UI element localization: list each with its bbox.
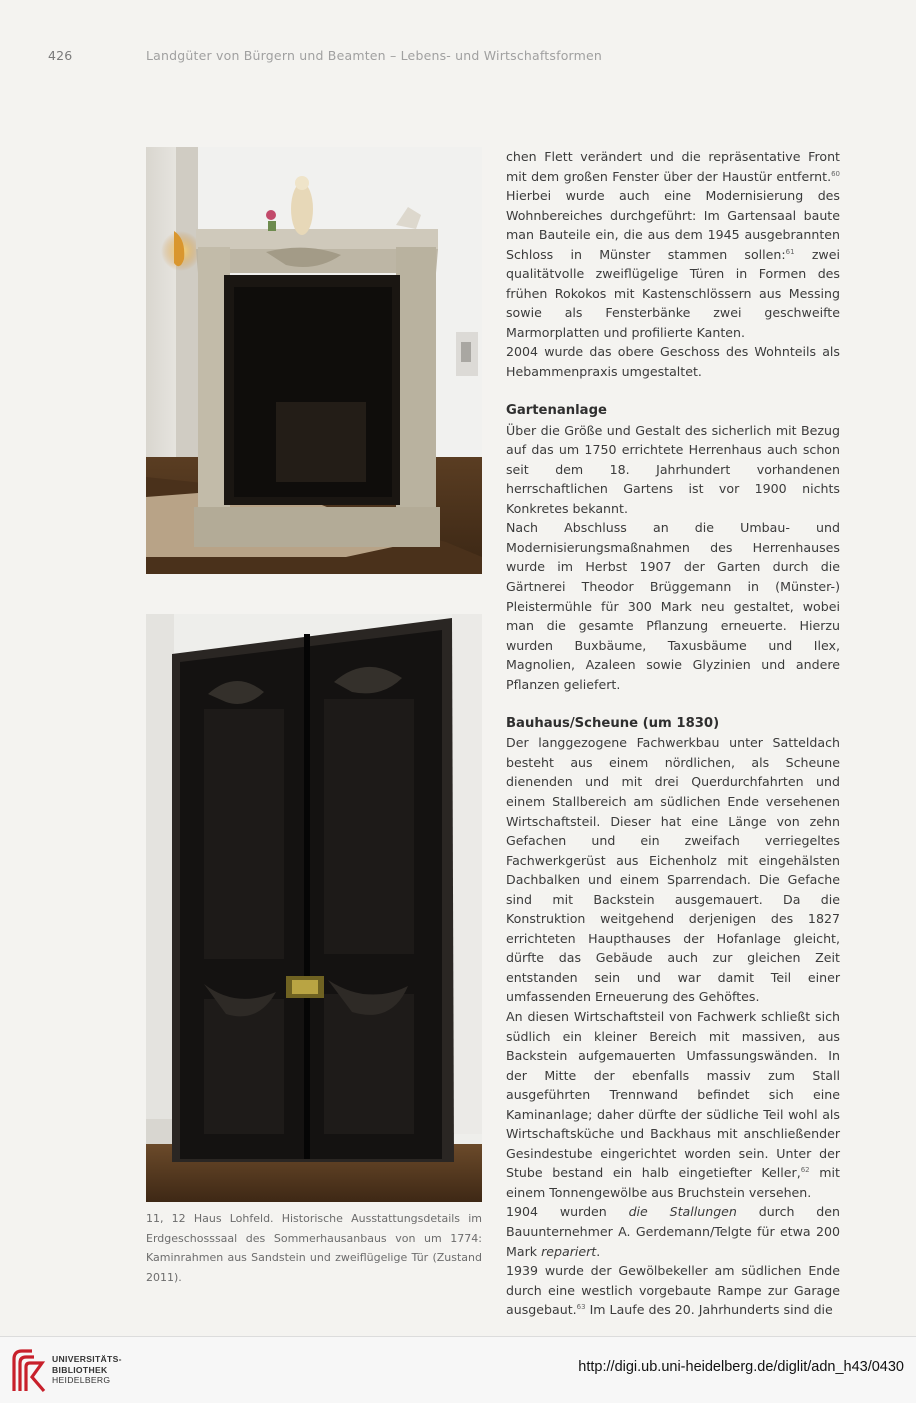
footnote-ref-61[interactable]: 61 xyxy=(785,247,795,256)
page-header xyxy=(48,48,848,68)
paragraph-4: Nach Abschluss an die Umbau- und Modernisierungsmaßnahmen des Herrenhauses wurde im Herbst 1907 der Garten durch die Gärtnerei Theodor Brüggemann in (Münster-) Pleistermühle für 300 Mark neu gestaltet, wobei man die gesamte Pflanzung erneuerte. Hierzu wurden Buxbäume, Taxusbäume und Ilex, Magnolien, Azaleen sowie Glyzinien und andere Pflanzen geliefert. xyxy=(506,520,840,692)
footnote-ref-60[interactable]: 60 xyxy=(831,169,840,178)
heading-bauhaus-scheune: Bauhaus/Scheune (um 1830) xyxy=(506,715,720,731)
logo-wordmark[interactable]: UNIVERSITÄTS- BIBLIOTHEK HEIDELBERG xyxy=(52,1354,122,1385)
page-number: 426 xyxy=(48,48,73,63)
paragraph-5: Der langgezogene Fachwerkbau unter Satteldach besteht aus einem nördlichen, als Scheune dienenden und mit drei Querdurchfahrten und einem Stallbereich am südlichen Ende versehenen Wirtschaftsteil. Dieser hat eine Länge von zehn Gefachen und ein zweifach verriegeltes Fachwerkgerüst aus Eichenholz mit eingehälsten Dachbalken und einem Sparrendach. Die Gefache sind mit Backstein ausgemauert. Da die Konstruktion weitgehend derjenigen des 1827 errichteten Haupthauses der Hofanlage gleicht, dürfte das Gebäude auch zur gleichen Zeit entstanden sein und war damit Teil einer umfassenden Erneuerung des Gehöftes. xyxy=(506,735,840,1005)
footnote-ref-63[interactable]: 63 xyxy=(576,1303,586,1312)
heading-gartenanlage: Gartenanlage xyxy=(506,403,607,419)
paragraph-8: 1939 wurde der Gewölbekeller am südlichen Ende durch eine westlich vorgebaute Rampe zur Garage ausgebaut.$^{63}$ Im Laufe des 20. Jahrhunderts sind die xyxy=(506,1263,840,1318)
paragraph-3: Über die Größe und Gestalt des sicherlich mit Bezug auf das um 1750 errichtete Herrenhaus auch schon seit dem 18. Jahrhundert vorhandenen herrschaftlichen Gartens ist vor 1900 nichts Konkretes bekannt. xyxy=(506,422,840,516)
paragraph-6: An diesen Wirtschaftsteil von Fachwerk schließt sich südlich ein kleiner Bereich mit massiven, aus Backstein aufgemauerten Umfassungswänden. In der Mitte der ebenfalls massiv zum Stall ausgeführten Trennwand befindet sich eine Kaminanlage; daher dürfte der südliche Teil wohl als Wirtschaftsküche und Backhaus mit anschließender Gesindestube eingerichtet worden sein. Unter der Stube bestand ein halb eingetiefter Keller,$^{62}$ mit einem Tonnengewölbe aus Bruchstein versehen. xyxy=(506,1008,840,1200)
paragraph-2: 2004 wurde das obere Geschoss des Wohnteils als Hebammenpraxis umgestaltet. xyxy=(506,344,840,380)
figure-door-photo xyxy=(146,614,482,1202)
figure-fireplace-photo xyxy=(146,147,482,574)
paragraph-7: 1904 wurden die Stallungen durch den Bauunternehmer A. Gerdemann/Telgte für etwa 200 Mark repariert. xyxy=(506,1204,840,1259)
document-url-link[interactable]: http://digi.ub.uni-heidelberg.de/diglit/adn_h43/0430 xyxy=(578,1359,904,1375)
figure-caption: 11, 12 Haus Lohfeld. Historische Ausstattungsdetails im Erdgeschosssaal des Sommerhausanbaus von um 1774: Kaminrahmen aus Sandstein und zweiflügelige Tür (Zustand 2011). xyxy=(146,1212,482,1284)
footnote-ref-62[interactable]: 62 xyxy=(800,1166,810,1175)
running-title: Landgüter von Bürgern und Beamten – Lebens- und Wirtschaftsformen xyxy=(146,48,603,63)
text-column xyxy=(506,147,840,1320)
paragraph-1: chen Flett verändert und die repräsentative Front mit dem großen Fenster über der Haustür entfernt.$^{60}$ Hierbei wurde auch eine Modernisierung des Wohnbereiches durchgeführt: Im Gartensaal baute man Bauteile ein, die aus dem 1945 ausgebrannten Schloss in Münster stammen sollen:$^{61}$ zwei qualitätvolle zweiflügelige Türen in Formen des frühen Rokokos mit Kastenschlössern aus Messing sowie als Fensterbänke zwei geschweifte Marmorplatten und profilierte Kanten. xyxy=(506,149,840,340)
university-library-logo-icon[interactable] xyxy=(10,1347,46,1393)
viewer-footer xyxy=(0,1336,916,1403)
